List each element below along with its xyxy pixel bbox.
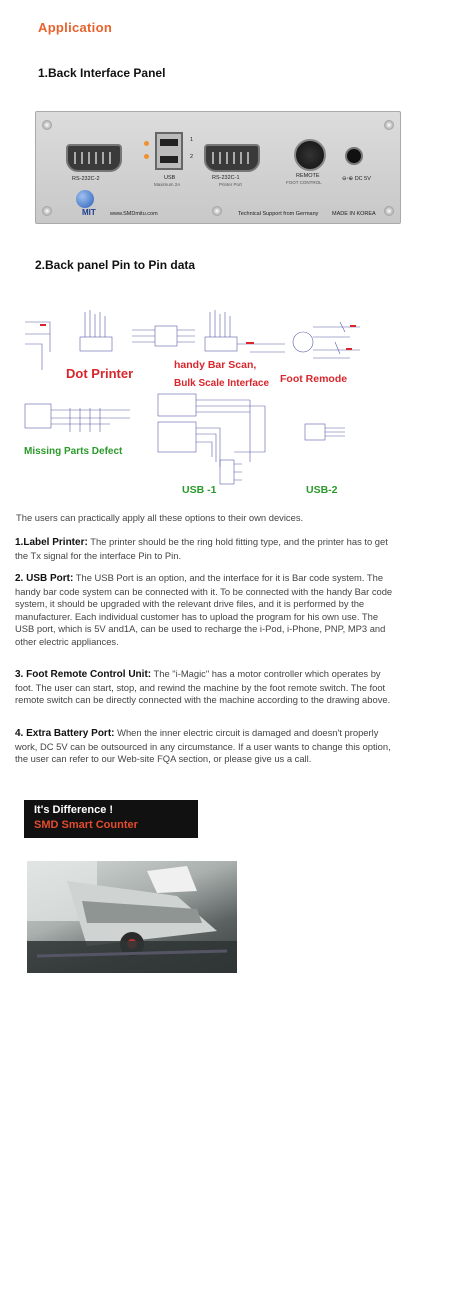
section-title: Application xyxy=(38,20,113,35)
remote-sub-label: FOOT CONTROL xyxy=(286,180,322,185)
handy-bar-scan-label: handy Bar Scan, xyxy=(174,359,257,371)
dot-printer-label: Dot Printer xyxy=(66,366,134,381)
item-usb-port xyxy=(15,572,393,648)
usb-label: USB xyxy=(164,175,176,181)
screw-icon xyxy=(42,206,52,216)
rs232c-1-sub-label: Printer Port xyxy=(219,182,242,187)
difference-banner xyxy=(24,800,198,838)
item-text: The "i-Magic" has a motor controller which operates by foot. The user can start, stop, and rewind the machine by the foot remote switch. The foot remote switch can be directly connected with the machine according to the drawing above. xyxy=(15,668,391,705)
screw-icon xyxy=(384,120,394,130)
rs232c-2-connector xyxy=(66,144,122,172)
mit-logo: MIT xyxy=(82,208,96,217)
item-heading: 2. USB Port: xyxy=(15,573,74,584)
back-interface-heading: 1.Back Interface Panel xyxy=(38,66,166,80)
banner-line-1: It's Difference ! xyxy=(34,804,114,816)
dc-jack xyxy=(345,147,363,165)
item-text: When the inner electric circuit is damaged and doesn't properly work, DC 5V can be outsourced in any circumstance. If a user wants to change this option, the user can refer to our Web-site FQA section, or please give us a call. xyxy=(15,727,391,764)
usb-sub-label: Maximum 2A xyxy=(154,182,181,187)
usb-port-1-label: 1 xyxy=(190,137,194,143)
missing-parts-label: Missing Parts Defect xyxy=(24,446,123,457)
item-extra-battery xyxy=(15,727,393,766)
rs232c-1-label: RS-232C-1 xyxy=(212,175,240,181)
usb-1-label: USB -1 xyxy=(182,484,217,496)
item-heading: 4. Extra Battery Port: xyxy=(15,728,115,739)
rs232c-1-connector xyxy=(204,144,260,172)
back-panel-image xyxy=(35,111,401,224)
item-text: The printer should be the ring hold fitting type, and the printer has to get the Tx signal for the interface Pin to Pin. xyxy=(15,536,388,561)
screw-icon xyxy=(42,120,52,130)
mit-logo-globe xyxy=(76,190,94,208)
remote-jack xyxy=(294,139,326,171)
dc-label: ⊖◦⊕ DC 5V xyxy=(342,176,371,182)
screw-icon xyxy=(384,206,394,216)
item-heading: 3. Foot Remote Control Unit: xyxy=(15,669,152,680)
usb-port xyxy=(155,132,183,170)
usb-2-label: USB-2 xyxy=(306,484,338,496)
screw-icon xyxy=(212,206,222,216)
usb-port-2-label: 2 xyxy=(190,154,194,160)
intro-text: The users can practically apply all these options to their own devices. xyxy=(16,512,304,523)
rs232c-2-label: RS-232C-2 xyxy=(72,176,100,182)
support-label: Technical Support from Germany xyxy=(238,211,319,217)
pin-to-pin-schematic xyxy=(20,292,365,502)
remote-label: REMOTE xyxy=(296,173,320,179)
banner-line-2: SMD Smart Counter xyxy=(34,819,138,831)
foot-remode-label: Foot Remode xyxy=(280,373,348,385)
bulk-scale-label: Bulk Scale Interface xyxy=(174,378,270,389)
website-label: www.SMDmitu.com xyxy=(110,211,158,217)
item-label-printer xyxy=(15,536,393,562)
item-foot-remote xyxy=(15,668,393,707)
item-text: The USB Port is an option, and the interface for it is Bar code system. The handy bar code system can be connected with it. To be connected with the handy Bar code system, it should be upgraded with the relevant drive files, and it is performed by the manufacturer. Each individual customer has to upload the program for his own use. The USB port, which is 5V and1A, can be used to recharge the i-Pod, i-Phone, PNP, MP3 and other electric appliances. xyxy=(15,572,393,647)
made-in-label: MADE IN KOREA xyxy=(332,211,376,217)
product-photo xyxy=(27,861,237,973)
pin-data-heading: 2.Back panel Pin to Pin data xyxy=(35,258,196,272)
item-heading: 1.Label Printer: xyxy=(15,537,88,548)
